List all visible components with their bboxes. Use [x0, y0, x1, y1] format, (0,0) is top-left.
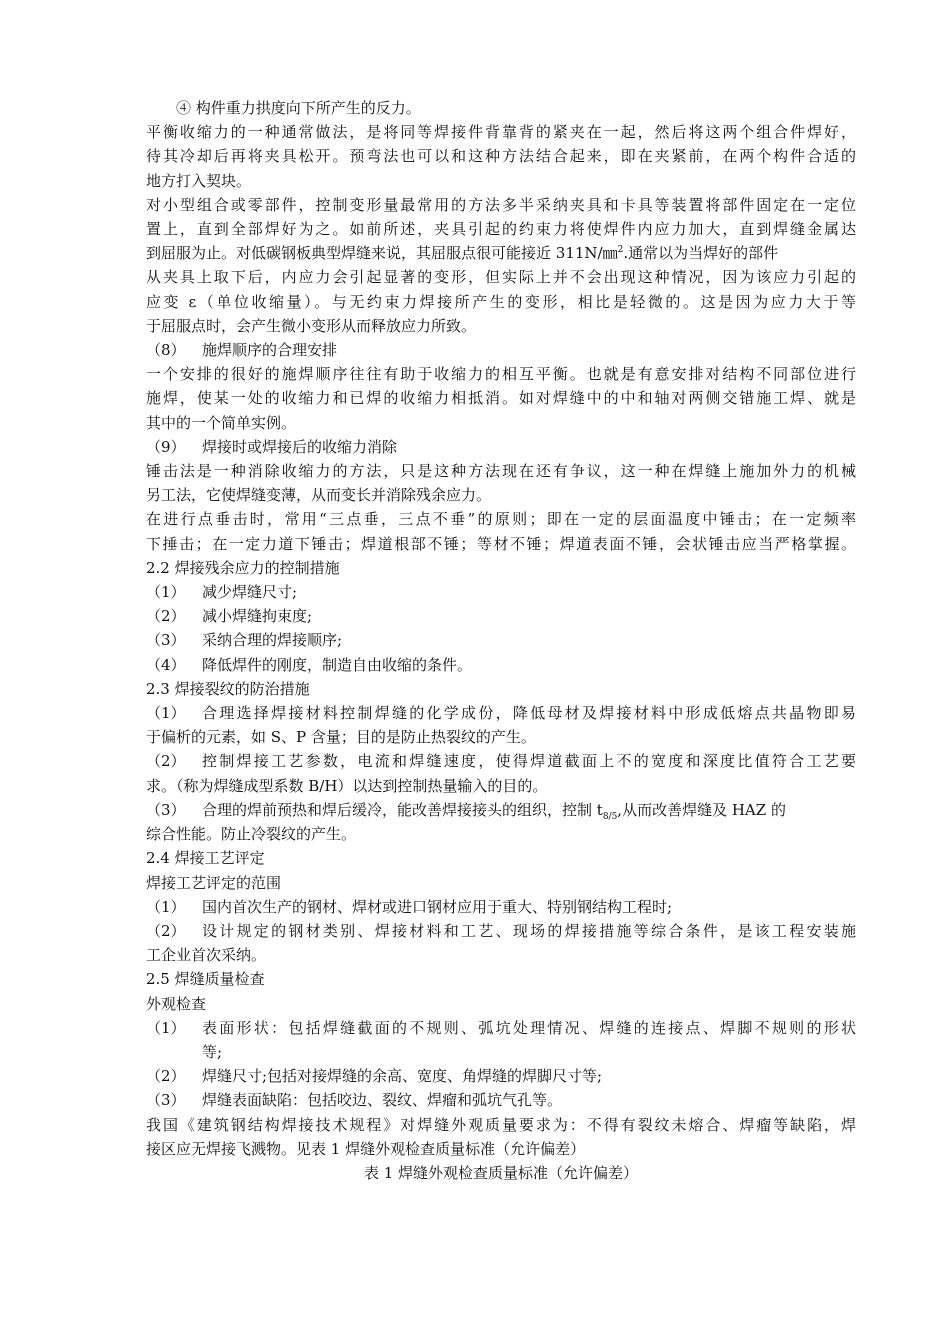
section-heading: 2.4 焊接工艺评定	[146, 849, 265, 868]
document-body	[146, 96, 856, 1185]
list-item: （9） 焊接时或焊接后的收缩力消除	[146, 437, 398, 456]
list-item: （3） 焊缝表面缺陷：包括咬边、裂纹、焊瘤和弧坑气孔等。	[146, 1091, 563, 1110]
list-item: （4） 降低焊件的刚度，制造自由收缩的条件。	[146, 655, 473, 674]
paragraph-line: 对小型组合或零部件，控制变形量最常用的方法多半采纳夹具和卡具等装置将部件固定在一定位	[146, 195, 856, 214]
list-item: （2） 设计规定的钢材类别、焊接材料和工艺、现场的焊接措施等综合条件，是该工程安装施	[146, 921, 856, 940]
paragraph-line: 其中的一个简单实例。	[146, 413, 297, 432]
paragraph-line: 在进行点垂击时，常用“三点垂，三点不垂”的原则；即在一定的层面温度中锤击；在一定频率	[146, 510, 856, 529]
list-item: （2） 控制焊接工艺参数，电流和焊缝速度，使得焊道截面上不的宽度和深度比值符合工艺要	[146, 752, 856, 771]
list-item: （1） 表面形状：包括焊缝截面的不规则、弧坑处理情况、焊缝的连接点、焊脚不规则的形状	[146, 1018, 856, 1037]
list-item: （1） 国内首次生产的钢材、焊材或进口钢材应用于重大、特别钢结构工程时;	[146, 897, 673, 916]
paragraph-line: 到屈服为止。对低碳钢板典型焊缝来说，其屈服点很可能接近 311N/㎜$^2$.通常以为当焊好的部件	[146, 244, 779, 263]
section-heading: 2.3 焊接裂纹的防治措施	[146, 679, 310, 698]
paragraph-line: 应变 ε（单位收缩量）。与无约束力焊接所产生的变形，相比是轻微的。这是因为应力大于等	[146, 292, 856, 311]
paragraph-line: 置上，直到全部焊好为之。如前所述，夹具引起的约束力将使焊件内应力加大，直到焊缝金属达	[146, 220, 856, 239]
paragraph-line: 平衡收缩力的一种通常做法，是将同等焊接件背靠背的紧夹在一起，然后将这两个组合件焊好，	[146, 123, 856, 142]
list-item: （1） 减少焊缝尺寸;	[146, 583, 298, 602]
paragraph-line: 等;	[202, 1042, 223, 1061]
paragraph-line: 一个安排的很好的施焊顺序往往有助于收缩力的相互平衡。也就是有意安排对结构不同部位进行	[146, 365, 856, 384]
paragraph-line: 锤击法是一种消除收缩力的方法，只是这种方法现在还有争议，这一种在焊缝上施加外力的机械	[146, 462, 856, 481]
paragraph-line: 于屈服点时，会产生微小变形从而释放应力所致。	[146, 316, 477, 335]
paragraph-line: 于偏析的元素，如 S、P 含量；目的是防止热裂纹的产生。	[146, 728, 536, 747]
paragraph-line: 待其冷却后再将夹具松开。预弯法也可以和这种方法结合起来，即在夹紧前，在两个构件合适的	[146, 147, 856, 166]
paragraph-line: 地方打入契块。	[146, 171, 252, 190]
paragraph-line: 外观检查	[146, 994, 207, 1013]
list-item: （8） 施焊顺序的合理安排	[146, 341, 338, 360]
paragraph-line: 从夹具上取下后，内应力会引起显著的变形，但实际上并不会出现这种情况，因为该应力引起的	[146, 268, 856, 287]
paragraph-line: 下捶击；在一定力道下锤击；焊道根部不锤；等材不锤；焊道表面不锤，会状锤击应当严格掌握。	[146, 534, 856, 553]
paragraph-line: 接区应无焊接飞溅物。见表 1 焊缝外观检查质量标准（允许偏差）	[146, 1139, 586, 1158]
table-caption: 表 1 焊缝外观检查质量标准（允许偏差）	[363, 1163, 639, 1182]
paragraph-line: 综合性能。防止冷裂纹的产生。	[146, 825, 357, 844]
paragraph-line: 我国《建筑钢结构焊接技术规程》对焊缝外观质量要求为：不得有裂纹未熔合、焊瘤等缺陷，焊	[146, 1115, 856, 1134]
list-item: （1） 合理选择焊接材料控制焊缝的化学成份，降低母材及焊接材料中形成低熔点共晶物即易	[146, 704, 856, 723]
section-heading: 2.2 焊接残余应力的控制措施	[146, 558, 340, 577]
paragraph-line: 另工法，它使焊缝变薄，从而变长并消除残余应力。	[146, 486, 492, 505]
paragraph-line: 焊接工艺评定的范围	[146, 873, 282, 892]
paragraph-line: 工企业首次采纳。	[146, 946, 267, 965]
paragraph-line: 求。（称为焊缝成型系数 B/H）以达到控制热量输入的目的。	[146, 776, 548, 795]
list-item: （3） 采纳合理的焊接顺序;	[146, 631, 343, 650]
list-item: （2） 焊缝尺寸;包括对接焊缝的余高、宽度、角焊缝的焊脚尺寸等;	[146, 1067, 603, 1086]
list-item: ④ 构件重力拱度向下所产生的反力。	[176, 99, 421, 117]
list-item: （2） 减小焊缝拘束度;	[146, 607, 313, 626]
paragraph-line: 施焊，使某一处的收缩力和已焊的收缩力相抵消。如对焊缝中的中和轴对两侧交错施工焊、就是	[146, 389, 856, 408]
section-heading: 2.5 焊缝质量检查	[146, 970, 265, 989]
list-item: （3） 合理的焊前预热和焊后缓冷，能改善焊接接头的组织，控制 $t_{8/5}$,从而改善焊缝及 HAZ 的	[146, 800, 786, 822]
